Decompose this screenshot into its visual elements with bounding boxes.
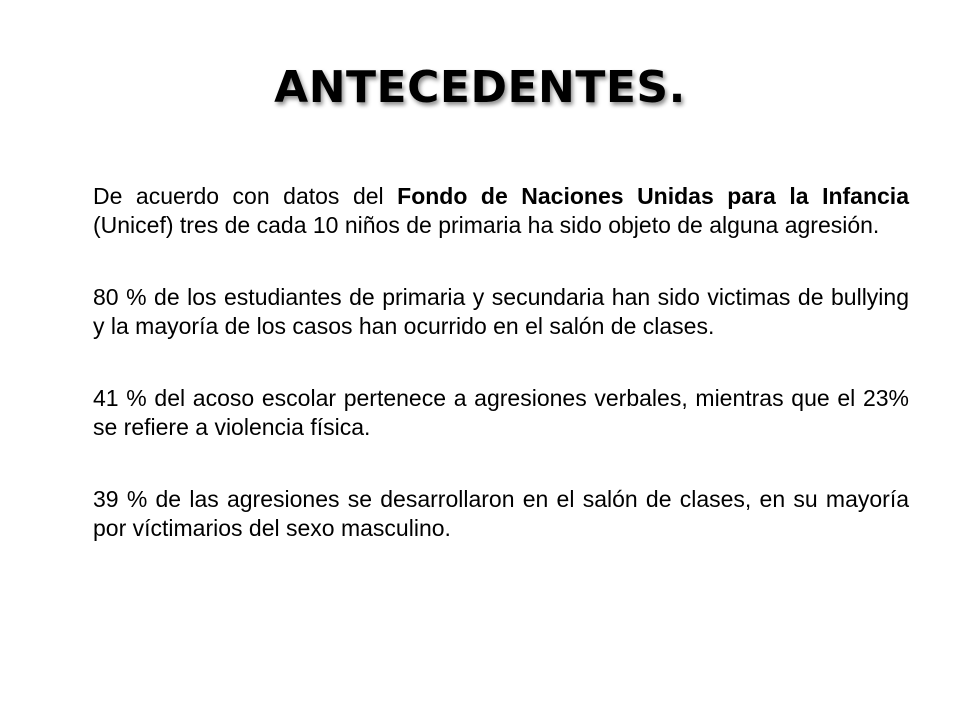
paragraph-unicef-rest: (Unicef) tres de cada 10 niños de primaria ha sido objeto de alguna agresión.: [93, 212, 880, 238]
paragraph-bullying-stat: 80 % de los estudiantes de primaria y secundaria han sido victimas de bullying y la mayoría de los casos han ocurrido en el salón de clases.: [93, 284, 909, 339]
paragraph-verbal-stat: 41 % del acoso escolar pertenece a agresiones verbales, mientras que el 23% se refiere a violencia física.: [93, 385, 909, 440]
paragraph-unicef: [93, 182, 909, 240]
slide-body: [93, 182, 909, 543]
paragraph-classroom-stat: 39 % de las agresiones se desarrollaron en el salón de clases, en su mayoría por víctimarios del sexo masculino.: [93, 486, 909, 541]
paragraph-unicef-org: Fondo de Naciones Unidas para la Infancia: [397, 183, 909, 209]
paragraph-unicef-intro: De acuerdo con datos del: [93, 183, 398, 209]
slide-title: ANTECEDENTES.: [274, 62, 686, 113]
